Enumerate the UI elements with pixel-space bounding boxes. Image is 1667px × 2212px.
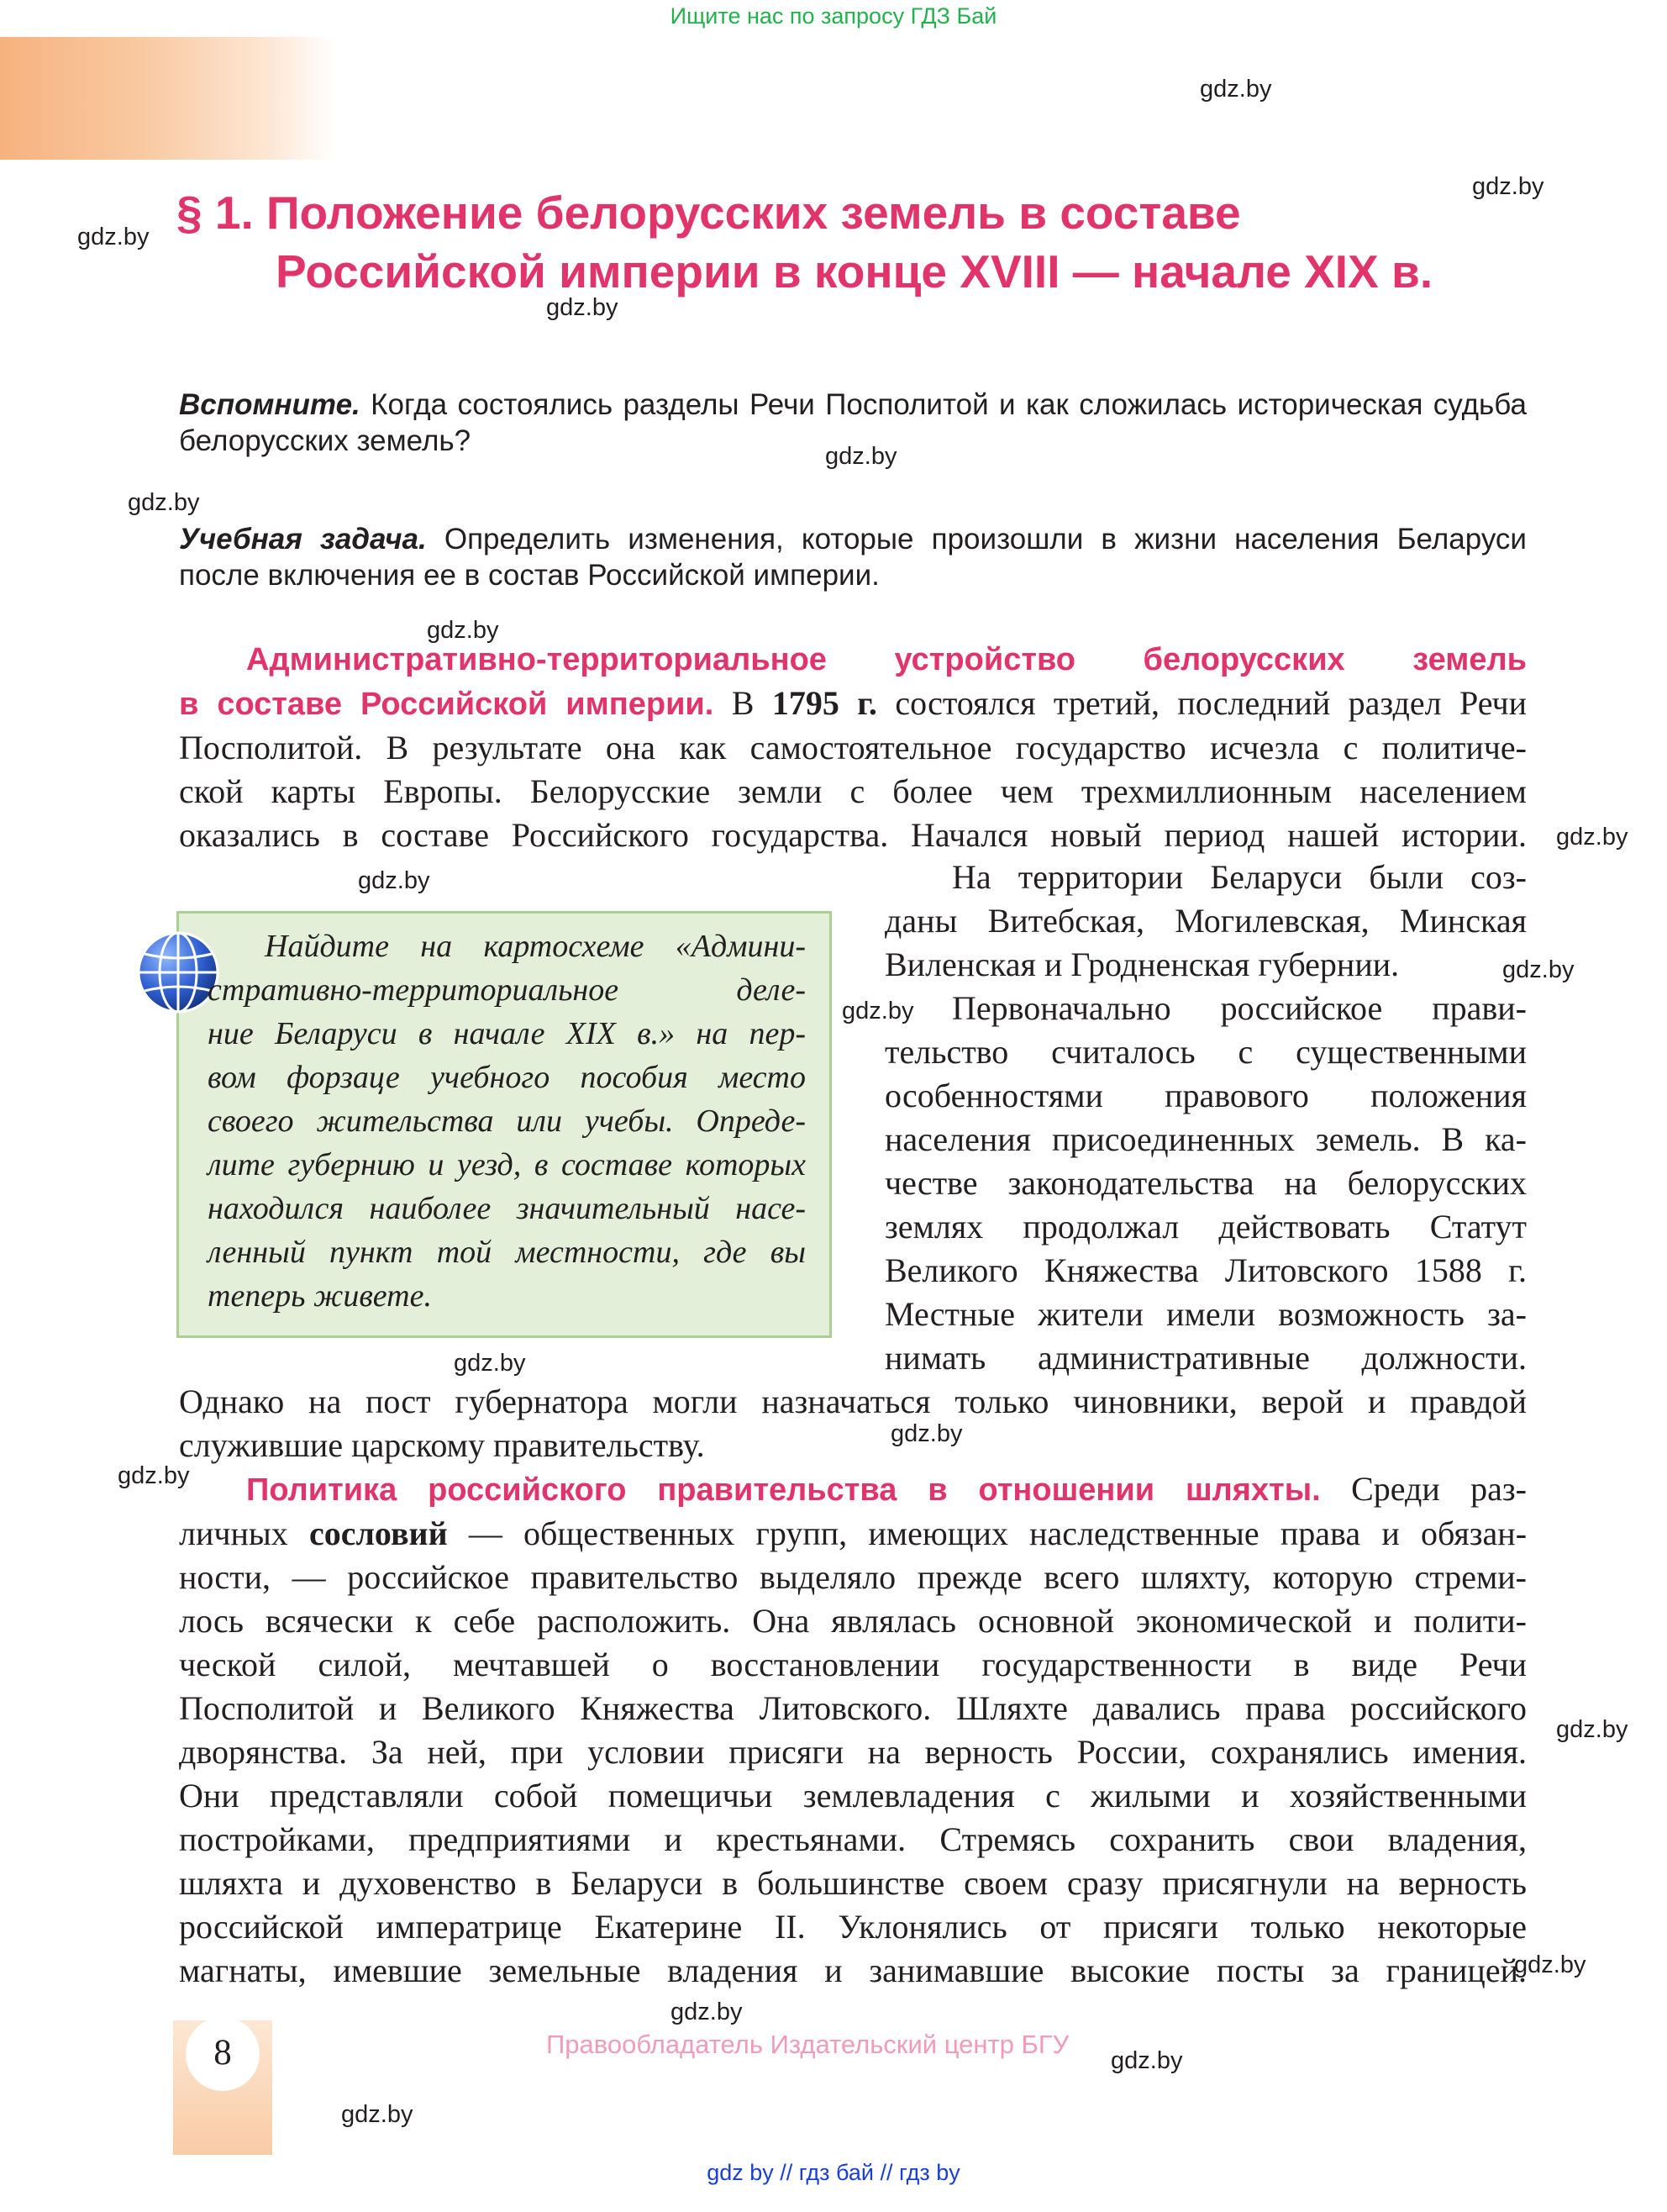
section-2-line: российской императрице Екатерине II. Уклонялись от присяги только некоторые: [179, 1908, 1527, 1946]
watermark: gdz.by: [825, 443, 897, 470]
section-1-line4: оказались в составе Российского государства. Начался новый период нашей истории.: [179, 816, 1527, 854]
section-2-line: Они представляли собой помещичьи землевладения с жилыми и хозяйственными: [179, 1777, 1527, 1814]
watermark: gdz.by: [1472, 173, 1544, 200]
term-sosloviy: сословий: [308, 1514, 448, 1552]
recall-text: Когда состоялись разделы Речи Посполитой и как сложилась историческая судьба белорусских земель?: [179, 388, 1527, 457]
watermark: gdz.by: [842, 998, 914, 1024]
watermark: gdz.by: [118, 1462, 190, 1489]
title-line-2: Российской империи в конце XVIII — начале XIX в.: [276, 245, 1433, 298]
box-line: ние Беларуси в начале XIX в.» на пер-: [208, 1016, 806, 1051]
recall-paragraph: [179, 387, 1527, 459]
section-1-line3: ской карты Европы. Белорусские земли с более чем трехмиллионным населением: [179, 772, 1527, 810]
box-line: теперь живете.: [208, 1278, 432, 1314]
conclusion-line: служившие царскому правительству.: [179, 1426, 705, 1464]
section-2-line: дворянства. За ней, при условии присяги на верность России, сохранялись имения.: [179, 1733, 1527, 1771]
year-1795: 1795 г.: [771, 684, 877, 722]
right-line: тельство считалось с существенными: [885, 1033, 1527, 1071]
right-line: Местные жители имели возможность за-: [885, 1295, 1527, 1333]
watermark: gdz.by: [891, 1420, 963, 1447]
watermark: gdz.by: [670, 1999, 743, 2025]
right-line: даны Витебская, Могилевская, Минская: [885, 902, 1527, 940]
section-2-title: Политика российского правительства в отношении шляхты.: [246, 1472, 1321, 1508]
section-2-line: лось всячески к себе расположить. Она являлась основной экономической и полити-: [179, 1602, 1527, 1640]
section-2-line: ческой силой, мечтавшей о восстановлении государственности в виде Речи: [179, 1646, 1527, 1683]
right-line: землях продолжал действовать Статут: [885, 1208, 1527, 1246]
box-line: находился наиболее значительный насе-: [208, 1191, 806, 1226]
copyright-note: Правообладатель Издательский центр БГУ: [546, 2030, 1070, 2059]
section-2-line: ности, — российское правительство выделяло прежде всего шляхту, которую стреми-: [179, 1558, 1527, 1596]
page-number: 8: [213, 2033, 232, 2072]
section-1-line2: Посполитой. В результате она как самостоятельное государство исчезла с политиче-: [179, 729, 1527, 766]
right-line: Виленская и Гродненская губернии.: [885, 945, 1400, 983]
watermark: gdz.by: [427, 617, 499, 644]
watermark: gdz.by: [1111, 2047, 1183, 2074]
section-2-line: магнаты, имевшие земельные владения и занимавшие высокие посты за границей.: [179, 1951, 1527, 1989]
task-label: Учебная задача.: [179, 523, 427, 556]
task-text: Определить изменения, которые произошли в жизни населения Беларуси после включения ее в состав Российской империи.: [179, 523, 1527, 592]
top-search-banner[interactable]: Ищите нас по запросу ГДЗ Бай: [670, 3, 997, 29]
right-line: населения присоединенных земель. В ка-: [885, 1120, 1527, 1158]
right-line: честве законодательства на белорусских: [885, 1164, 1527, 1202]
watermark: gdz.by: [1556, 824, 1628, 851]
section-2-line: Посполитой и Великого Княжества Литовского. Шляхте давались права российского: [179, 1689, 1527, 1727]
right-line: особенностями правового положения: [885, 1077, 1527, 1114]
watermark: gdz.by: [128, 489, 200, 516]
watermark: gdz.by: [1502, 956, 1575, 983]
watermark: gdz.by: [77, 224, 150, 250]
page-title: [176, 183, 1538, 301]
right-line: Первоначально российское прави-: [952, 989, 1527, 1027]
section-2-line: постройками, предприятиями и крестьянами. Стремясь сохранить свои владения,: [179, 1820, 1527, 1858]
section-2-line: личных сословий — общественных групп, имеющих наследственные права и обязан-: [179, 1514, 1528, 1552]
task-box-text: [208, 924, 806, 1318]
watermark: gdz.by: [358, 867, 430, 894]
section-1-conclusion: [179, 1380, 1527, 1467]
watermark: gdz.by: [341, 2101, 413, 2128]
section-1-title-line2: в составе Российской империи.: [179, 687, 714, 722]
conclusion-line: Однако на пост губернатора могли назначаться только чиновники, верой и правдой: [179, 1382, 1527, 1420]
learning-task-paragraph: [179, 521, 1527, 593]
box-line: стративно-территориальное деле-: [208, 972, 806, 1008]
watermark: gdz.by: [1514, 1951, 1586, 1978]
box-line: Найдите на картосхеме «Админи-: [265, 929, 806, 964]
title-line-1: § 1. Положение белорусских земель в составе: [176, 187, 1241, 239]
box-line: лите губернию и уезд, в составе которых: [208, 1147, 806, 1182]
right-line: На территории Беларуси были соз-: [952, 858, 1527, 896]
bottom-links[interactable]: gdz by // гдз бай // гдз by: [707, 2160, 960, 2185]
box-line: своего жительства или учебы. Опреде-: [208, 1103, 806, 1139]
right-column-text: [885, 856, 1527, 1380]
watermark: gdz.by: [1556, 1716, 1628, 1743]
section-1-title-line1: Административно-территориальное устройство белорусских земель: [246, 642, 1527, 677]
corner-decoration: [0, 37, 336, 160]
right-line: Великого Княжества Литовского 1588 г.: [885, 1251, 1527, 1289]
right-line: нимать административные должности.: [885, 1339, 1527, 1377]
recall-label: Вспомните.: [179, 388, 360, 421]
watermark: gdz.by: [454, 1350, 526, 1377]
section-2-line: Политика российского правительства в отношении шляхты. Среди раз-: [246, 1470, 1527, 1508]
watermark: gdz.by: [1200, 76, 1272, 103]
watermark: gdz.by: [546, 294, 618, 321]
box-line: ленный пункт той местности, где вы: [208, 1235, 806, 1270]
section-2: [179, 1467, 1527, 1993]
box-line: вом форзаце учебного пособия место: [208, 1060, 806, 1095]
section-1-line1: в составе Российской империи. В 1795 г. состоялся третий, последний раздел Речи: [179, 684, 1527, 722]
section-2-line: шляхта и духовенство в Беларуси в большинстве своем сразу присягнули на верность: [179, 1864, 1527, 1902]
section-1-intro: [179, 637, 1527, 857]
